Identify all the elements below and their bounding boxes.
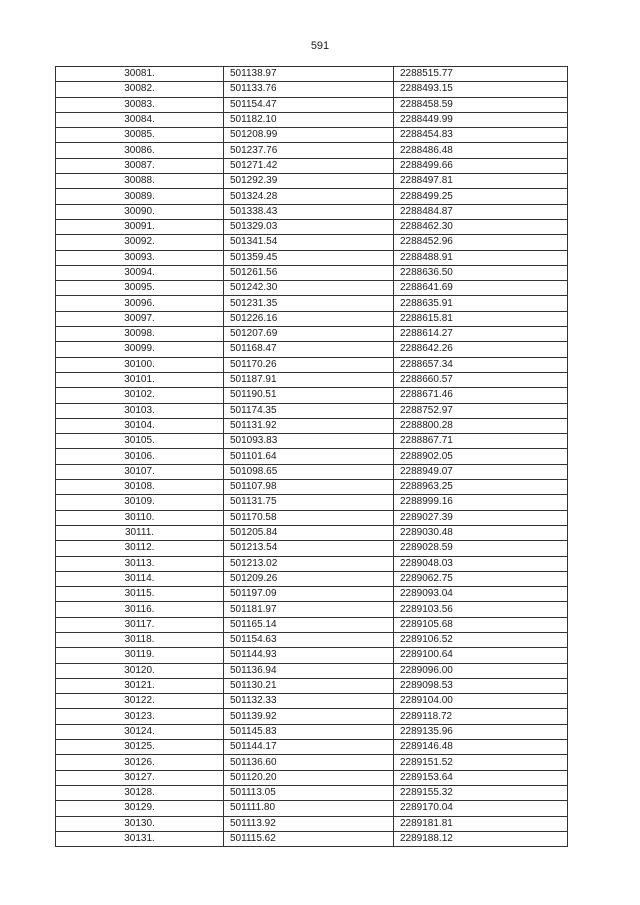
x-coordinate-cell: 501120.20 — [224, 770, 394, 785]
x-coordinate-cell: 501338.43 — [224, 204, 394, 219]
y-coordinate-cell: 2289093.04 — [394, 587, 568, 602]
table-row — [56, 755, 568, 770]
point-id-cell: 30097. — [56, 311, 224, 326]
point-id-cell: 30112. — [56, 541, 224, 556]
table-row — [56, 372, 568, 387]
table-row — [56, 189, 568, 204]
x-coordinate-cell: 501139.92 — [224, 709, 394, 724]
y-coordinate-cell: 2289100.64 — [394, 648, 568, 663]
y-coordinate-cell: 2288486.48 — [394, 143, 568, 158]
x-coordinate-cell: 501359.45 — [224, 250, 394, 265]
y-coordinate-cell: 2288484.87 — [394, 204, 568, 219]
y-coordinate-cell: 2288800.28 — [394, 418, 568, 433]
x-coordinate-cell: 501113.92 — [224, 816, 394, 831]
table-row — [56, 831, 568, 846]
y-coordinate-cell: 2288636.50 — [394, 265, 568, 280]
table-row — [56, 495, 568, 510]
table-row — [56, 801, 568, 816]
point-id-cell: 30127. — [56, 770, 224, 785]
y-coordinate-cell: 2288488.91 — [394, 250, 568, 265]
point-id-cell: 30113. — [56, 556, 224, 571]
y-coordinate-cell: 2288454.83 — [394, 128, 568, 143]
point-id-cell: 30117. — [56, 617, 224, 632]
point-id-cell: 30107. — [56, 464, 224, 479]
table-row — [56, 709, 568, 724]
x-coordinate-cell: 501261.56 — [224, 265, 394, 280]
y-coordinate-cell: 2288452.96 — [394, 235, 568, 250]
y-coordinate-cell: 2289030.48 — [394, 525, 568, 540]
x-coordinate-cell: 501111.80 — [224, 801, 394, 816]
point-id-cell: 30131. — [56, 831, 224, 846]
table-row — [56, 281, 568, 296]
x-coordinate-cell: 501098.65 — [224, 464, 394, 479]
table-row — [56, 434, 568, 449]
point-id-cell: 30114. — [56, 571, 224, 586]
coordinates-table — [55, 66, 568, 847]
y-coordinate-cell: 2288499.25 — [394, 189, 568, 204]
y-coordinate-cell: 2288963.25 — [394, 480, 568, 495]
point-id-cell: 30125. — [56, 740, 224, 755]
x-coordinate-cell: 501133.76 — [224, 82, 394, 97]
y-coordinate-cell: 2289151.52 — [394, 755, 568, 770]
y-coordinate-cell: 2288515.77 — [394, 67, 568, 82]
table-row — [56, 357, 568, 372]
x-coordinate-cell: 501101.64 — [224, 449, 394, 464]
table-row — [56, 174, 568, 189]
page-number: 591 — [310, 40, 330, 52]
point-id-cell: 30085. — [56, 128, 224, 143]
table-row — [56, 648, 568, 663]
x-coordinate-cell: 501138.97 — [224, 67, 394, 82]
x-coordinate-cell: 501208.99 — [224, 128, 394, 143]
x-coordinate-cell: 501131.92 — [224, 418, 394, 433]
y-coordinate-cell: 2288449.99 — [394, 112, 568, 127]
table-row — [56, 265, 568, 280]
point-id-cell: 30109. — [56, 495, 224, 510]
x-coordinate-cell: 501213.54 — [224, 541, 394, 556]
x-coordinate-cell: 501205.84 — [224, 525, 394, 540]
x-coordinate-cell: 501226.16 — [224, 311, 394, 326]
x-coordinate-cell: 501136.94 — [224, 663, 394, 678]
point-id-cell: 30092. — [56, 235, 224, 250]
table-row — [56, 97, 568, 112]
table-row — [56, 342, 568, 357]
x-coordinate-cell: 501170.58 — [224, 510, 394, 525]
x-coordinate-cell: 501093.83 — [224, 434, 394, 449]
table-row — [56, 785, 568, 800]
x-coordinate-cell: 501131.75 — [224, 495, 394, 510]
table-row — [56, 219, 568, 234]
y-coordinate-cell: 2288615.81 — [394, 311, 568, 326]
point-id-cell: 30086. — [56, 143, 224, 158]
table-row — [56, 510, 568, 525]
point-id-cell: 30120. — [56, 663, 224, 678]
point-id-cell: 30115. — [56, 587, 224, 602]
table-row — [56, 571, 568, 586]
table-row — [56, 296, 568, 311]
point-id-cell: 30084. — [56, 112, 224, 127]
x-coordinate-cell: 501182.10 — [224, 112, 394, 127]
table-row — [56, 311, 568, 326]
x-coordinate-cell: 501174.35 — [224, 403, 394, 418]
table-row — [56, 235, 568, 250]
table-row — [56, 617, 568, 632]
y-coordinate-cell: 2288458.59 — [394, 97, 568, 112]
point-id-cell: 30129. — [56, 801, 224, 816]
y-coordinate-cell: 2288462.30 — [394, 219, 568, 234]
y-coordinate-cell: 2288660.57 — [394, 372, 568, 387]
y-coordinate-cell: 2289105.68 — [394, 617, 568, 632]
point-id-cell: 30089. — [56, 189, 224, 204]
x-coordinate-cell: 501324.28 — [224, 189, 394, 204]
table-row — [56, 418, 568, 433]
table-row — [56, 663, 568, 678]
point-id-cell: 30103. — [56, 403, 224, 418]
table-row — [56, 464, 568, 479]
x-coordinate-cell: 501130.21 — [224, 678, 394, 693]
point-id-cell: 30119. — [56, 648, 224, 663]
point-id-cell: 30126. — [56, 755, 224, 770]
point-id-cell: 30088. — [56, 174, 224, 189]
y-coordinate-cell: 2289188.12 — [394, 831, 568, 846]
point-id-cell: 30099. — [56, 342, 224, 357]
table-row — [56, 602, 568, 617]
table-row — [56, 158, 568, 173]
point-id-cell: 30106. — [56, 449, 224, 464]
y-coordinate-cell: 2288902.05 — [394, 449, 568, 464]
y-coordinate-cell: 2289103.56 — [394, 602, 568, 617]
point-id-cell: 30090. — [56, 204, 224, 219]
table-row — [56, 403, 568, 418]
table-row — [56, 541, 568, 556]
y-coordinate-cell: 2288635.91 — [394, 296, 568, 311]
point-id-cell: 30102. — [56, 388, 224, 403]
table-row — [56, 678, 568, 693]
y-coordinate-cell: 2289153.64 — [394, 770, 568, 785]
point-id-cell: 30087. — [56, 158, 224, 173]
y-coordinate-cell: 2289118.72 — [394, 709, 568, 724]
table-row — [56, 724, 568, 739]
point-id-cell: 30130. — [56, 816, 224, 831]
x-coordinate-cell: 501292.39 — [224, 174, 394, 189]
x-coordinate-cell: 501144.17 — [224, 740, 394, 755]
table-row — [56, 388, 568, 403]
y-coordinate-cell: 2288999.16 — [394, 495, 568, 510]
y-coordinate-cell: 2288493.15 — [394, 82, 568, 97]
point-id-cell: 30082. — [56, 82, 224, 97]
y-coordinate-cell: 2289104.00 — [394, 694, 568, 709]
point-id-cell: 30110. — [56, 510, 224, 525]
table-row — [56, 67, 568, 82]
y-coordinate-cell: 2289155.32 — [394, 785, 568, 800]
y-coordinate-cell: 2288657.34 — [394, 357, 568, 372]
table-row — [56, 250, 568, 265]
point-id-cell: 30118. — [56, 632, 224, 647]
point-id-cell: 30124. — [56, 724, 224, 739]
table-row — [56, 204, 568, 219]
point-id-cell: 30096. — [56, 296, 224, 311]
x-coordinate-cell: 501209.26 — [224, 571, 394, 586]
x-coordinate-cell: 501165.14 — [224, 617, 394, 632]
x-coordinate-cell: 501115.62 — [224, 831, 394, 846]
y-coordinate-cell: 2289181.81 — [394, 816, 568, 831]
y-coordinate-cell: 2289170.04 — [394, 801, 568, 816]
x-coordinate-cell: 501329.03 — [224, 219, 394, 234]
x-coordinate-cell: 501207.69 — [224, 327, 394, 342]
point-id-cell: 30123. — [56, 709, 224, 724]
table-row — [56, 128, 568, 143]
y-coordinate-cell: 2289106.52 — [394, 632, 568, 647]
table-row — [56, 82, 568, 97]
x-coordinate-cell: 501170.26 — [224, 357, 394, 372]
x-coordinate-cell: 501271.42 — [224, 158, 394, 173]
point-id-cell: 30095. — [56, 281, 224, 296]
x-coordinate-cell: 501190.51 — [224, 388, 394, 403]
y-coordinate-cell: 2288642.26 — [394, 342, 568, 357]
y-coordinate-cell: 2288614.27 — [394, 327, 568, 342]
table-row — [56, 449, 568, 464]
y-coordinate-cell: 2288671.46 — [394, 388, 568, 403]
table-row — [56, 740, 568, 755]
point-id-cell: 30081. — [56, 67, 224, 82]
table-row — [56, 556, 568, 571]
y-coordinate-cell: 2288499.66 — [394, 158, 568, 173]
table-row — [56, 694, 568, 709]
y-coordinate-cell: 2289135.96 — [394, 724, 568, 739]
point-id-cell: 30100. — [56, 357, 224, 372]
x-coordinate-cell: 501168.47 — [224, 342, 394, 357]
x-coordinate-cell: 501144.93 — [224, 648, 394, 663]
table-row — [56, 816, 568, 831]
x-coordinate-cell: 501113.05 — [224, 785, 394, 800]
table-row — [56, 770, 568, 785]
x-coordinate-cell: 501181.97 — [224, 602, 394, 617]
point-id-cell: 30108. — [56, 480, 224, 495]
point-id-cell: 30105. — [56, 434, 224, 449]
table-row — [56, 632, 568, 647]
x-coordinate-cell: 501242.30 — [224, 281, 394, 296]
table-row — [56, 525, 568, 540]
x-coordinate-cell: 501231.35 — [224, 296, 394, 311]
point-id-cell: 30104. — [56, 418, 224, 433]
y-coordinate-cell: 2288752.97 — [394, 403, 568, 418]
point-id-cell: 30122. — [56, 694, 224, 709]
x-coordinate-cell: 501237.76 — [224, 143, 394, 158]
table-row — [56, 587, 568, 602]
table-row — [56, 480, 568, 495]
y-coordinate-cell: 2289028.59 — [394, 541, 568, 556]
x-coordinate-cell: 501213.02 — [224, 556, 394, 571]
x-coordinate-cell: 501187.91 — [224, 372, 394, 387]
x-coordinate-cell: 501154.63 — [224, 632, 394, 647]
x-coordinate-cell: 501132.33 — [224, 694, 394, 709]
x-coordinate-cell: 501107.98 — [224, 480, 394, 495]
y-coordinate-cell: 2289027.39 — [394, 510, 568, 525]
table-row — [56, 327, 568, 342]
point-id-cell: 30111. — [56, 525, 224, 540]
point-id-cell: 30128. — [56, 785, 224, 800]
table-row — [56, 112, 568, 127]
y-coordinate-cell: 2289098.53 — [394, 678, 568, 693]
x-coordinate-cell: 501197.09 — [224, 587, 394, 602]
y-coordinate-cell: 2289048.03 — [394, 556, 568, 571]
point-id-cell: 30101. — [56, 372, 224, 387]
y-coordinate-cell: 2289062.75 — [394, 571, 568, 586]
table-row — [56, 143, 568, 158]
x-coordinate-cell: 501154.47 — [224, 97, 394, 112]
y-coordinate-cell: 2288641.69 — [394, 281, 568, 296]
x-coordinate-cell: 501145.83 — [224, 724, 394, 739]
x-coordinate-cell: 501341.54 — [224, 235, 394, 250]
point-id-cell: 30121. — [56, 678, 224, 693]
point-id-cell: 30116. — [56, 602, 224, 617]
y-coordinate-cell: 2289146.48 — [394, 740, 568, 755]
y-coordinate-cell: 2289096.00 — [394, 663, 568, 678]
coordinates-table-body — [56, 67, 568, 847]
x-coordinate-cell: 501136.60 — [224, 755, 394, 770]
point-id-cell: 30094. — [56, 265, 224, 280]
point-id-cell: 30083. — [56, 97, 224, 112]
y-coordinate-cell: 2288867.71 — [394, 434, 568, 449]
y-coordinate-cell: 2288949.07 — [394, 464, 568, 479]
point-id-cell: 30091. — [56, 219, 224, 234]
point-id-cell: 30098. — [56, 327, 224, 342]
y-coordinate-cell: 2288497.81 — [394, 174, 568, 189]
point-id-cell: 30093. — [56, 250, 224, 265]
